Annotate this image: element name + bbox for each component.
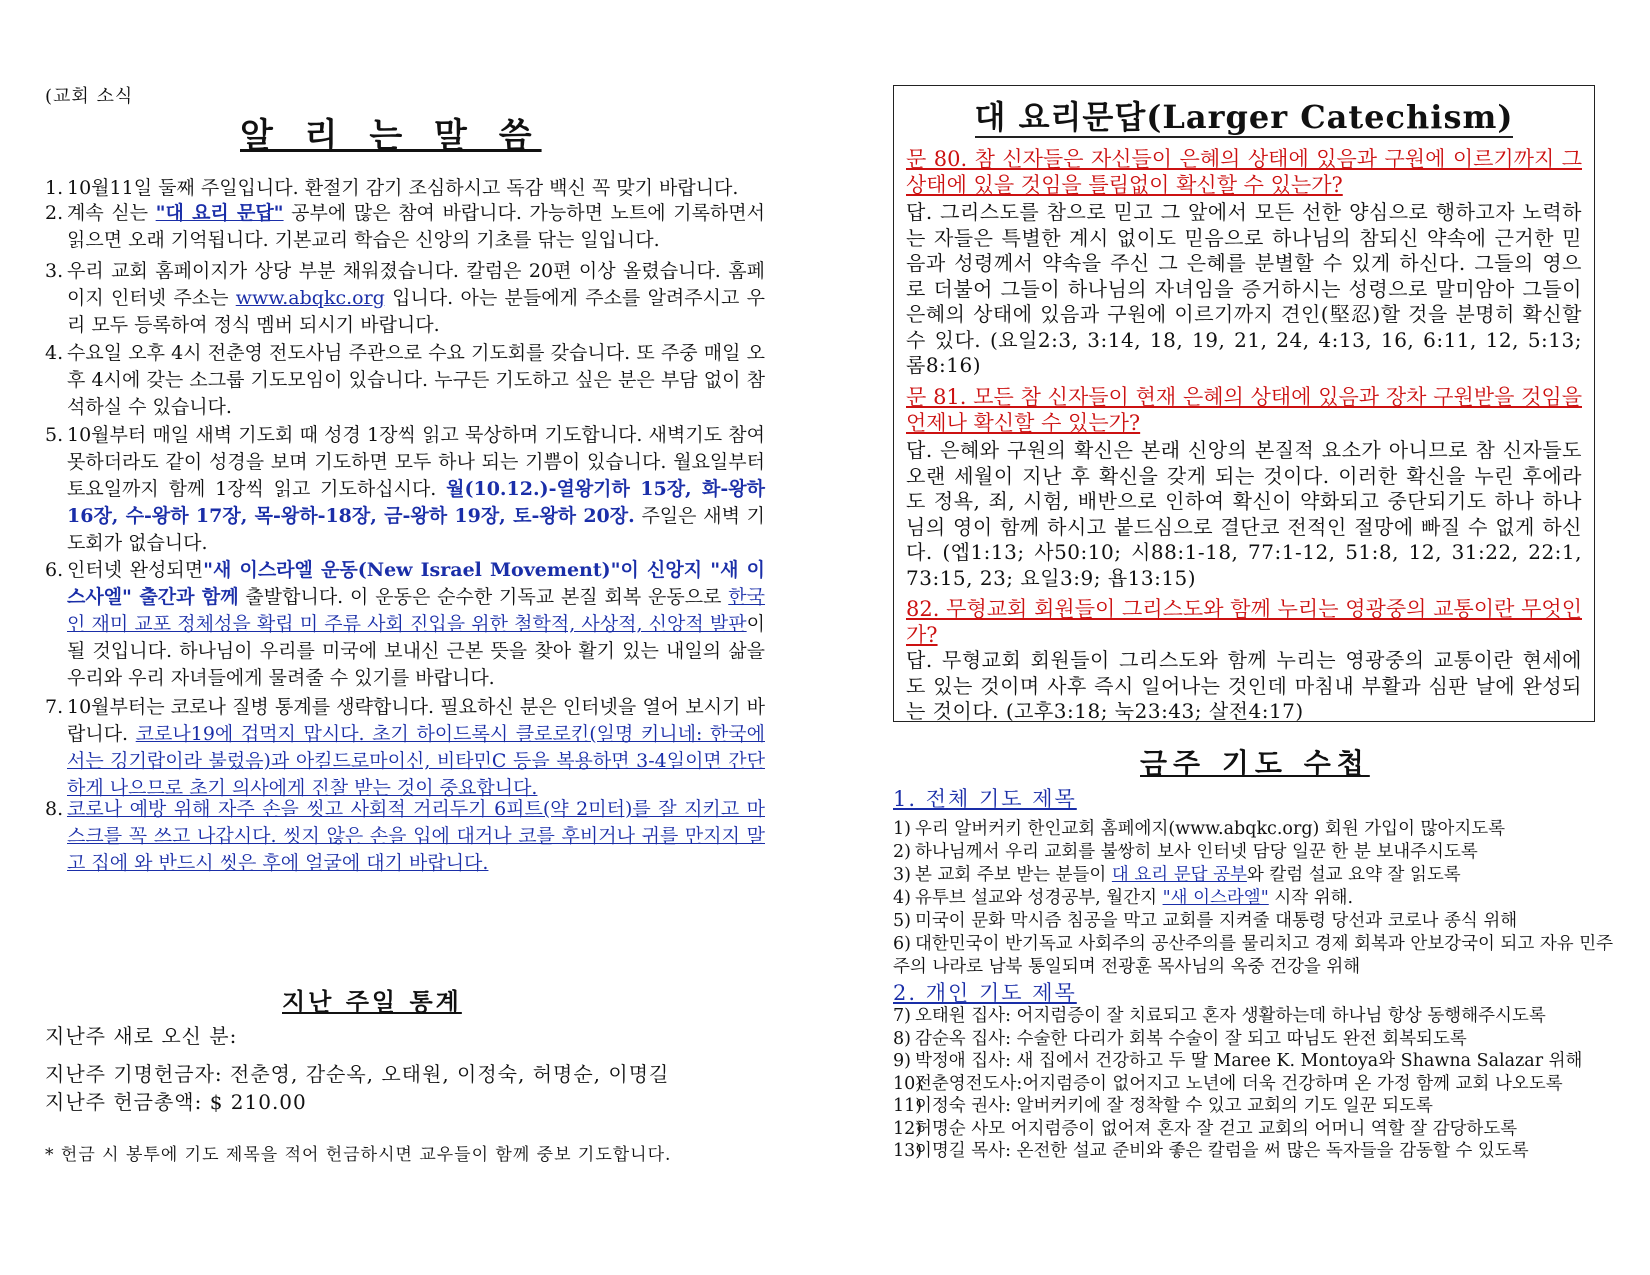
prayer-item: 5) 미국이 문화 막시즘 침공을 막고 교회를 지켜줄 대통령 당선과 코로나 종식 위해 <box>893 911 1518 931</box>
notice-number: 2. <box>45 202 64 224</box>
notice-text: 인터넷 완성되면"새 이스라엘 운동(New Israel Movement)"이 신앙지 "새 이스사엘" 출간과 함께 출발합니다. 이 운동은 순수한 기독교 본질 회복 운동으로 한국인 재미 교포 정체성을 확립 미 주류 사회 진입을 위한 철학적, 사상적, 신앙적 발판이 될 것입니다. 하나님이 우리를 미국에 보내신 근본 뜻을 찾아 활기 있는 내일의 삶을 우리와 우리 자녀들에게 물려줄 수 있기를 바랍니다. <box>67 559 765 689</box>
offering-footnote: * 헌금 시 봉투에 기도 제목을 적어 헌금하시면 교우들이 함께 중보 기도합니다. <box>45 1145 672 1165</box>
catechism-question: 문 81. 모든 참 신자들이 현재 은혜의 상태에 있음과 장차 구원받을 것임을 언제나 확신할 수 있는가? <box>906 385 1582 435</box>
catechism-question: 문 80. 참 신자들은 자신들이 은혜의 상태에 있음과 구원에 이르기까지 그 상태에 있을 것임을 틀림없이 확신할 수 있는가? <box>906 147 1582 197</box>
notice-text: 코로나 예방 위해 자주 손을 씻고 사회적 거리두기 6피트(약 2미터)를 잘 지키고 마스크를 꼭 쓰고 나갑시다. 씻지 않은 손을 입에 대거나 코를 후비거나 귀를 만지지 말고 집에 와 반드시 씻은 후에 얼굴에 대기 바랍니다. <box>67 798 765 874</box>
notice-text: 계속 싣는 "대 요리 문답" 공부에 많은 참여 바랍니다. 가능하면 노트에 기록하면서 읽으면 오래 기억됩니다. 기본교리 학습은 신앙의 기초를 닦는 일입니다. <box>67 202 765 251</box>
notice-item <box>45 796 765 877</box>
prayer-item: 9) 박정애 집사: 새 집에서 건강하고 두 딸 Maree K. Montoya와 Shawna Salazar 위해 <box>893 1051 1583 1071</box>
new-visitors: 지난주 새로 오신 분: <box>45 1024 238 1048</box>
notice-item <box>45 175 765 202</box>
notice-item <box>45 422 765 557</box>
personal-prayer-heading: 2. 개인 기도 제목 <box>893 981 1077 1005</box>
catechism-answer: 답. 은혜와 구원의 확신은 본래 신앙의 본질적 요소가 아니므로 참 신자들도 오랜 세월이 지난 후 확신을 갖게 되는 것이다. 이러한 확신을 누린 후에라도 정욕, 죄, 시험, 배반으로 인하여 확신이 약화되고 중단되기도 하나 하나님의 영이 함께 하시고 붙드심으로 결단코 전적인 절망에 빠질 수 없게 하신다. (엡1:13; 사50:10; 시88:1-18, 77:1-12, 51:8, 12, 31:22, 22:1, 73:15, 23; 요일3:9; 욥13:15) <box>906 438 1582 590</box>
prayer-item: 12)허명순 사모 어지럼증이 없어져 혼자 잘 걷고 교회의 어머니 역할 잘 감당하도록 <box>893 1118 1518 1139</box>
notice-text: 10월부터 매일 새벽 기도회 때 성경 1장씩 읽고 묵상하며 기도합니다. 새벽기도 참여 못하더라도 같이 성경을 보며 기도하면 모두 하나 되는 기쁨이 있습니다. 월요일부터 토요일까지 함께 1장씩 읽고 기도하십시다. 월(10.12.)-열왕기하 15장, 화-왕하 16장, 수-왕하 17장, 목-왕하-18장, 금-왕하 19장, 토-왕하 20장. 주일은 새벽 기도회가 없습니다. <box>67 424 765 554</box>
notice-item <box>45 340 765 421</box>
catechism-box <box>893 85 1595 722</box>
notice-number: 8. <box>45 798 64 820</box>
notices-title: 알 리 는 말 씀 <box>240 116 542 156</box>
notice-number: 7. <box>45 696 64 718</box>
catechism-title: 대 요리문답(Larger Catechism) <box>974 98 1514 136</box>
prayer-item: 8) 감순옥 집사: 수술한 다리가 회복 수술이 잘 되고 따님도 완전 회복되도록 <box>893 1028 1467 1049</box>
prayer-item: 10)전춘영전도사:어지럼증이 없어지고 노년에 더욱 건강하며 온 가정 함께 교회 나오도록 <box>893 1073 1563 1094</box>
notice-item <box>45 694 765 802</box>
notice-text: 수요일 오후 4시 전춘영 전도사님 주관으로 수요 기도회를 갖습니다. 또 주중 매일 오후 4시에 갖는 소그룹 기도모임이 있습니다. 누구든 기도하고 싶은 분은 부담 없이 참석하실 수 있습니다. <box>67 342 765 418</box>
notice-item <box>45 200 765 254</box>
notice-number: 4. <box>45 342 64 364</box>
notice-text: 우리 교회 홈페이지가 상당 부분 채워졌습니다. 칼럼은 20편 이상 올렸습니다. 홈페이지 인터넷 주소는 www.abqkc.org 입니다. 아는 분들에게 주소를 알려주시고 우리 모두 등록하여 정식 멤버 되시기 바랍니다. <box>67 260 765 336</box>
notice-number: 5. <box>45 424 64 446</box>
catechism-answer: 답. 무형교회 회원들이 그리스도와 함께 누리는 영광중의 교통이란 현세에도 있는 것이며 사후 즉시 일어나는 것인데 마침내 부활과 심판 날에 완성되는 것이다. (고후3:18; 눅23:43; 살전4:17) <box>906 648 1582 723</box>
prayer-item: 2) 하나님께서 우리 교회를 불쌍히 보사 인터넷 담당 일꾼 한 분 보내주시도록 <box>893 842 1478 862</box>
prayer-item: 3) 본 교회 주보 받는 분들이 대 요리 문답 공부와 칼럼 설교 요약 잘 읽도록 <box>893 865 1461 885</box>
named-offering: 지난주 기명헌금자: 전춘영, 감순옥, 오태원, 이정숙, 허명순, 이명길 <box>45 1062 670 1086</box>
prayer-item: 1) 우리 알버커키 한인교회 홈페에지(www.abqkc.org) 회원 가입이 많아지도록 <box>893 819 1506 839</box>
stats-title: 지난 주일 통계 <box>282 987 462 1016</box>
notice-text: 10월부터는 코로나 질병 통계를 생략합니다. 필요하신 분은 인터넷을 열어 보시기 바랍니다. 코로나19에 겁먹지 맙시다. 초기 하이드록시 클로로킨(일명 키니네: 한국에서는 깅기랍이라 불렀음)과 아킬드로마이신, 비타민C 등을 복용하면 3-4일이면 간단하게 나으므로 초기 의사에게 진찰 받는 것이 중요합니다. <box>67 696 765 799</box>
notice-number: 1. <box>45 177 64 199</box>
prayer-item: 4) 유투브 설교와 성경공부, 월간지 "새 이스라엘" 시작 위해. <box>893 888 1354 908</box>
prayer-item: 6) 대한민국이 반기독교 사회주의 공산주의를 물리치고 경제 회복과 안보강국이 되고 자유 민주주의 나라로 남북 통일되며 전광훈 목사님의 옥중 건강을 위해 <box>893 934 1614 977</box>
general-prayer-heading: 1. 전체 기도 제목 <box>893 787 1077 811</box>
catechism-question: 82. 무형교회 회원들이 그리스도와 함께 누리는 영광중의 교통이란 무엇인가? <box>906 597 1582 647</box>
prayer-item: 7) 오태원 집사: 어지럼증이 잘 치료되고 혼자 생활하는데 하나님 항상 동행해주시도록 <box>893 1006 1546 1026</box>
notice-item <box>45 557 765 692</box>
prayer-item: 11)이정숙 권사: 알버커키에 잘 정착할 수 있고 교회의 기도 일꾼 되도록 <box>893 1096 1433 1116</box>
total-offering: 지난주 헌금총액: $ 210.00 <box>45 1090 307 1114</box>
notice-text: 10월11일 둘째 주일입니다. 환절기 감기 조심하시고 독감 백신 꼭 맞기 바랍니다. <box>67 177 739 199</box>
section-label: (교회 소식 <box>45 86 134 107</box>
prayer-item: 13)이명길 목사: 온전한 설교 준비와 좋은 칼럼을 써 많은 독자들을 감동할 수 있도록 <box>893 1141 1529 1161</box>
notice-item <box>45 258 765 339</box>
prayer-title: 금주 기도 수첩 <box>1140 747 1370 780</box>
notice-number: 3. <box>45 260 64 282</box>
notice-number: 6. <box>45 559 64 581</box>
catechism-answer: 답. 그리스도를 참으로 믿고 그 앞에서 모든 선한 양심으로 행하고자 노력하는 자들은 특별한 계시 없이도 믿음으로 하나님의 참되신 약속에 근거한 믿음과 성령께서 약속을 주신 그 은혜를 분별할 수 있게 하신다. 그들의 영으로 더불어 그들이 하나님의 자녀임을 증거하시는 성령으로 말미암아 그들이 은혜의 상태에 있음과 구원에 이르기까지 견인(堅忍)할 것을 분명히 확신할 수 있다. (요일2:3, 3:14, 18, 19, 21, 24, 4:13, 16, 6:11, 12, 5:13; 롬8:16) <box>906 200 1582 377</box>
